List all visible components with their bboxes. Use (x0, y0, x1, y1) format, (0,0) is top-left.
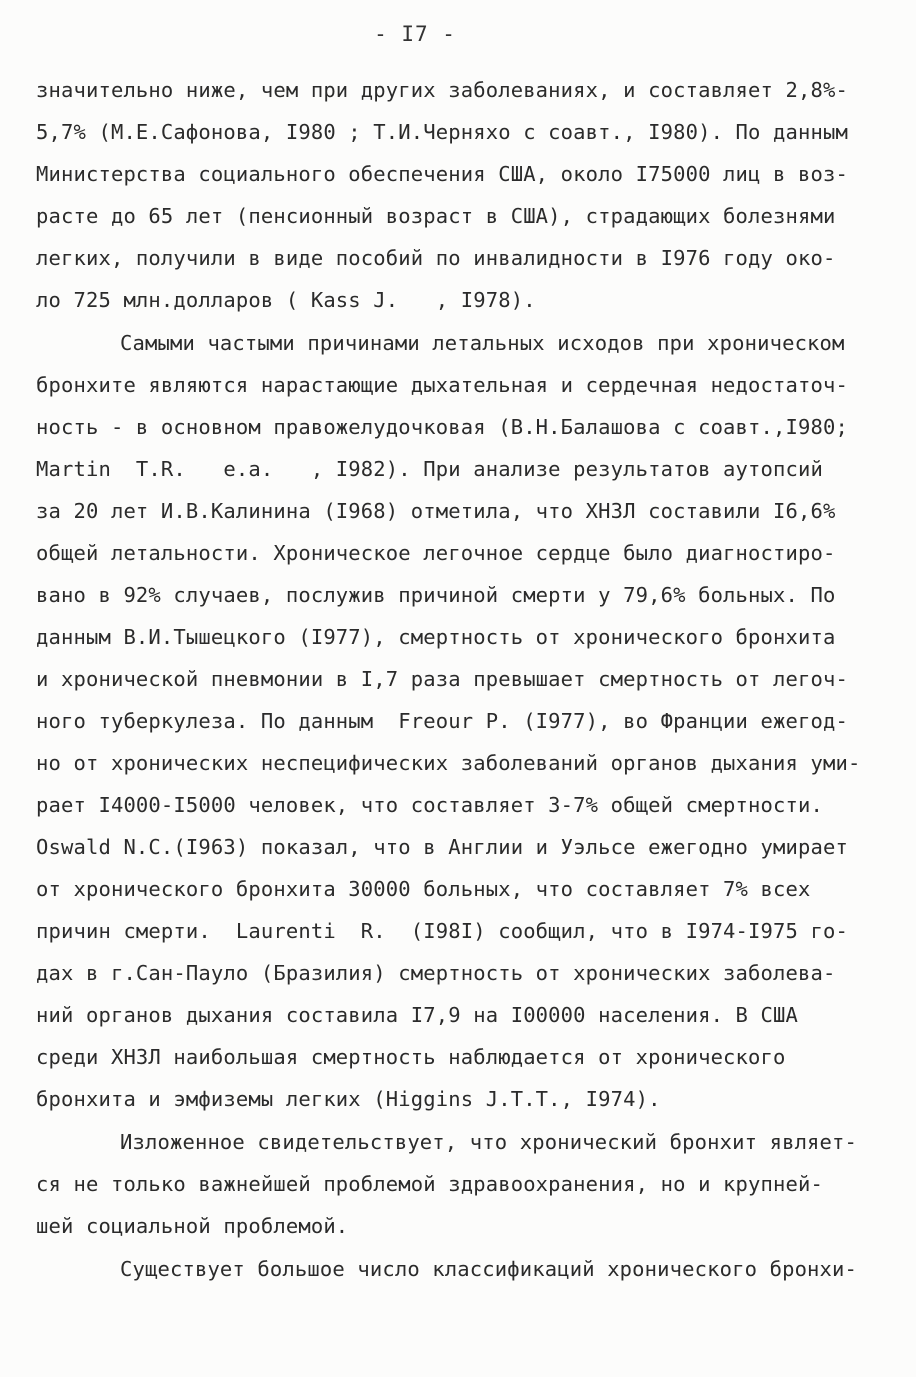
paragraph-2-line-8: данным В.И.Тышецкого (I977), смертность от хронического бронхита (36, 625, 836, 649)
paragraph-2-line-18: среди ХНЗЛ наибольшая смертность наблюдается от хронического (36, 1045, 786, 1069)
paragraph-2-line-7: вано в 92% случаев, послужив причиной смерти у 79,6% больных. По (36, 583, 836, 607)
paragraph-2-line-4: Martin T.R. e.a. , I982). При анализе результатов аутопсий (36, 457, 823, 481)
paragraph-1-line-5: легких, получили в виде пособий по инвалидности в I976 году око- (36, 246, 836, 270)
paragraph-2-line-3: ность - в основном правожелудочковая (В.Н.Балашова с соавт.,I980; (36, 415, 848, 439)
paragraph-3-line-2: ся не только важнейшей проблемой здравоохранения, но и крупней- (36, 1172, 823, 1196)
paragraph-2-line-5: за 20 лет И.В.Калинина (I968) отметила, что ХНЗЛ составили I6,6% (36, 499, 836, 523)
paragraph-2-line-17: ний органов дыхания составила I7,9 на I00000 населения. В США (36, 1003, 799, 1027)
paragraph-2-line-2: бронхите являются нарастающие дыхательная и сердечная недостаточ- (36, 373, 848, 397)
paragraph-2-line-10: ного туберкулеза. По данным Freour P. (I977), во Франции ежегод- (36, 709, 848, 733)
paragraph-2-line-19: бронхита и эмфиземы легких (Higgins J.T.T., I974). (36, 1087, 661, 1111)
paragraph-2-line-6: общей летальности. Хроническое легочное сердце было диагностиро- (36, 541, 836, 565)
paragraph-2-line-16: дах в г.Сан-Пауло (Бразилия) смертность от хронических заболева- (36, 961, 836, 985)
paragraph-3-line-3: шей социальной проблемой. (36, 1214, 349, 1238)
paragraph-2-line-14: от хронического бронхита 30000 больных, что составляет 7% всех (36, 877, 811, 901)
paragraph-2-line-12: рает I4000-I5000 человек, что составляет 3-7% общей смертности. (36, 793, 823, 817)
paragraph-1-line-1: значительно ниже, чем при других заболеваниях, и составляет 2,8%- (36, 78, 848, 102)
paragraph-2-line-15: причин смерти. Laurenti R. (I98I) сообщил, что в I974-I975 го- (36, 919, 848, 943)
paragraph-3-line-1: Изложенное свидетельствует, что хронический бронхит являет- (120, 1130, 858, 1154)
page-number: - I7 - (374, 22, 456, 46)
paragraph-1-line-4: расте до 65 лет (пенсионный возраст в США), страдающих болезнями (36, 204, 836, 228)
paragraph-2-line-9: и хронической пневмонии в I,7 раза превышает смертность от легоч- (36, 667, 848, 691)
paragraph-1-line-3: Министерства социального обеспечения США, около I75000 лиц в воз- (36, 162, 848, 186)
paragraph-4-line-1: Существует большое число классификаций хронического бронхи- (120, 1257, 858, 1281)
paragraph-1-line-6: ло 725 млн.долларов ( Kass J. , I978). (36, 288, 536, 312)
paragraph-2-line-11: но от хронических неспецифических заболеваний органов дыхания уми- (36, 751, 861, 775)
paragraph-1-line-2: 5,7% (М.Е.Сафонова, I980 ; Т.И.Черняхо с соавт., I980). По данным (36, 120, 848, 144)
paragraph-2-line-1: Самыми частыми причинами летальных исходов при хроническом (120, 331, 845, 355)
paragraph-2-line-13: Oswald N.C.(I963) показал, что в Англии и Уэльсе ежегодно умирает (36, 835, 848, 859)
